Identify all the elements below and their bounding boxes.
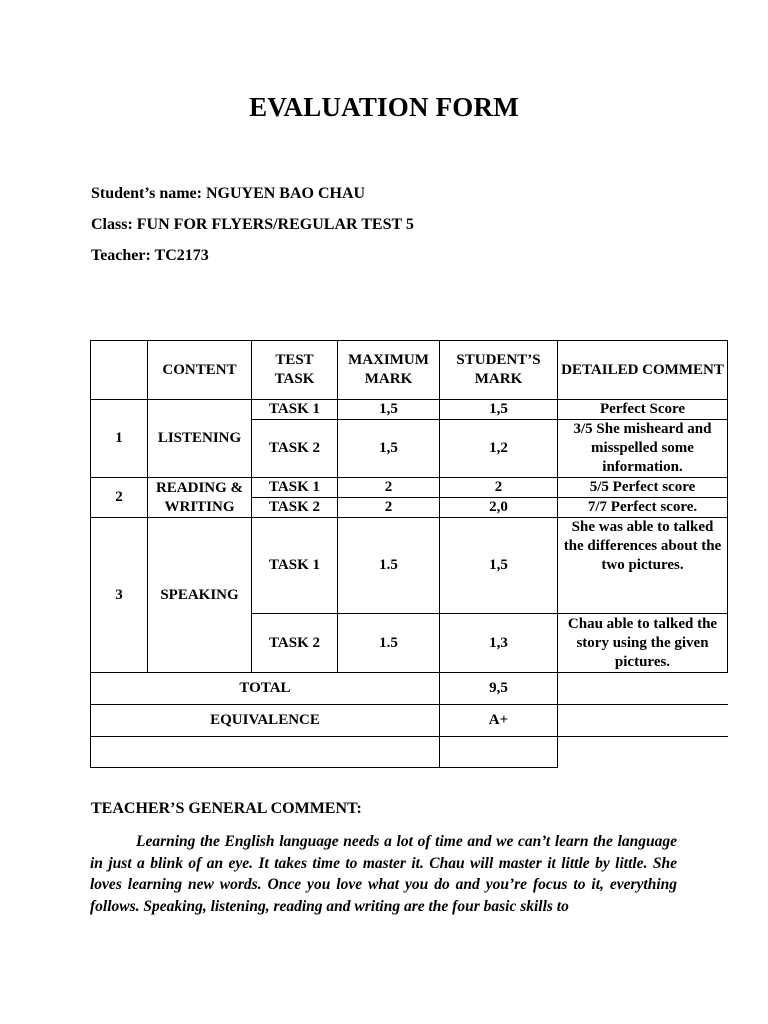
task-comment: 3/5 She misheard and misspelled some information. [558,420,728,478]
table-row [91,478,728,498]
header-maximum-mark: MAXIMUM MARK [338,341,440,400]
header-content: CONTENT [148,341,252,400]
task-label: TASK 1 [252,478,338,498]
task-comment: 5/5 Perfect score [558,478,728,498]
task-comment: 7/7 Perfect score. [558,498,728,518]
task-label: TASK 1 [252,518,338,614]
task-label: TASK 2 [252,420,338,478]
table-row [91,518,728,614]
max-mark: 2 [338,478,440,498]
max-mark: 2 [338,498,440,518]
student-mark: 1,5 [440,400,558,420]
task-label: TASK 1 [252,400,338,420]
task-comment: She was able to talked the differences about the two pictures. [558,518,728,614]
blank-row [91,737,728,768]
max-mark: 1.5 [338,614,440,673]
student-mark: 2,0 [440,498,558,518]
student-name-line: Student’s name: NGUYEN BAO CHAU [91,185,366,202]
student-mark: 1,5 [440,518,558,614]
table-row [91,400,728,420]
student-mark: 2 [440,478,558,498]
max-mark: 1.5 [338,518,440,614]
form-title: EVALUATION FORM [249,92,519,122]
task-label: TASK 2 [252,614,338,673]
max-mark: 1,5 [338,400,440,420]
section-content: SPEAKING [148,518,252,673]
header-number-cell [91,341,148,400]
teacher-line: Teacher: TC2173 [91,247,209,264]
total-row [91,673,728,705]
student-mark: 1,3 [440,614,558,673]
total-label: TOTAL [91,673,440,705]
empty-cell [558,705,728,737]
max-mark: 1,5 [338,420,440,478]
general-comment-heading: TEACHER’S GENERAL COMMENT: [91,800,362,817]
empty-cell [558,673,728,705]
empty-cell [558,737,728,768]
section-number: 3 [91,518,148,673]
blank-value [440,737,558,768]
class-line: Class: FUN FOR FLYERS/REGULAR TEST 5 [91,216,414,233]
equivalence-row [91,705,728,737]
student-mark: 1,2 [440,420,558,478]
evaluation-table [90,340,728,768]
header-test-task: TEST TASK [252,341,338,400]
section-number: 2 [91,478,148,518]
header-students-mark: STUDENT’S MARK [440,341,558,400]
task-label: TASK 2 [252,498,338,518]
task-comment: Perfect Score [558,400,728,420]
task-comment: Chau able to talked the story using the given pictures. [558,614,728,673]
header-detailed-comment: DETAILED COMMENT [558,341,728,400]
header-row [91,341,728,400]
equivalence-label: EQUIVALENCE [91,705,440,737]
blank-label [91,737,440,768]
general-comment-text: Learning the English language needs a lot of time and we can’t learn the language in just a blink of an eye. It takes time to master it. Chau will master it little by little. She loves learning new words. Once you love what you do and you’re focus to it, everything follows. Speaking, listening, reading and writing are the four basic skills to [90,833,677,915]
section-number: 1 [91,400,148,478]
total-value: 9,5 [440,673,558,705]
equivalence-value: A+ [440,705,558,737]
section-content: READING & WRITING [148,478,252,518]
section-content: LISTENING [148,400,252,478]
